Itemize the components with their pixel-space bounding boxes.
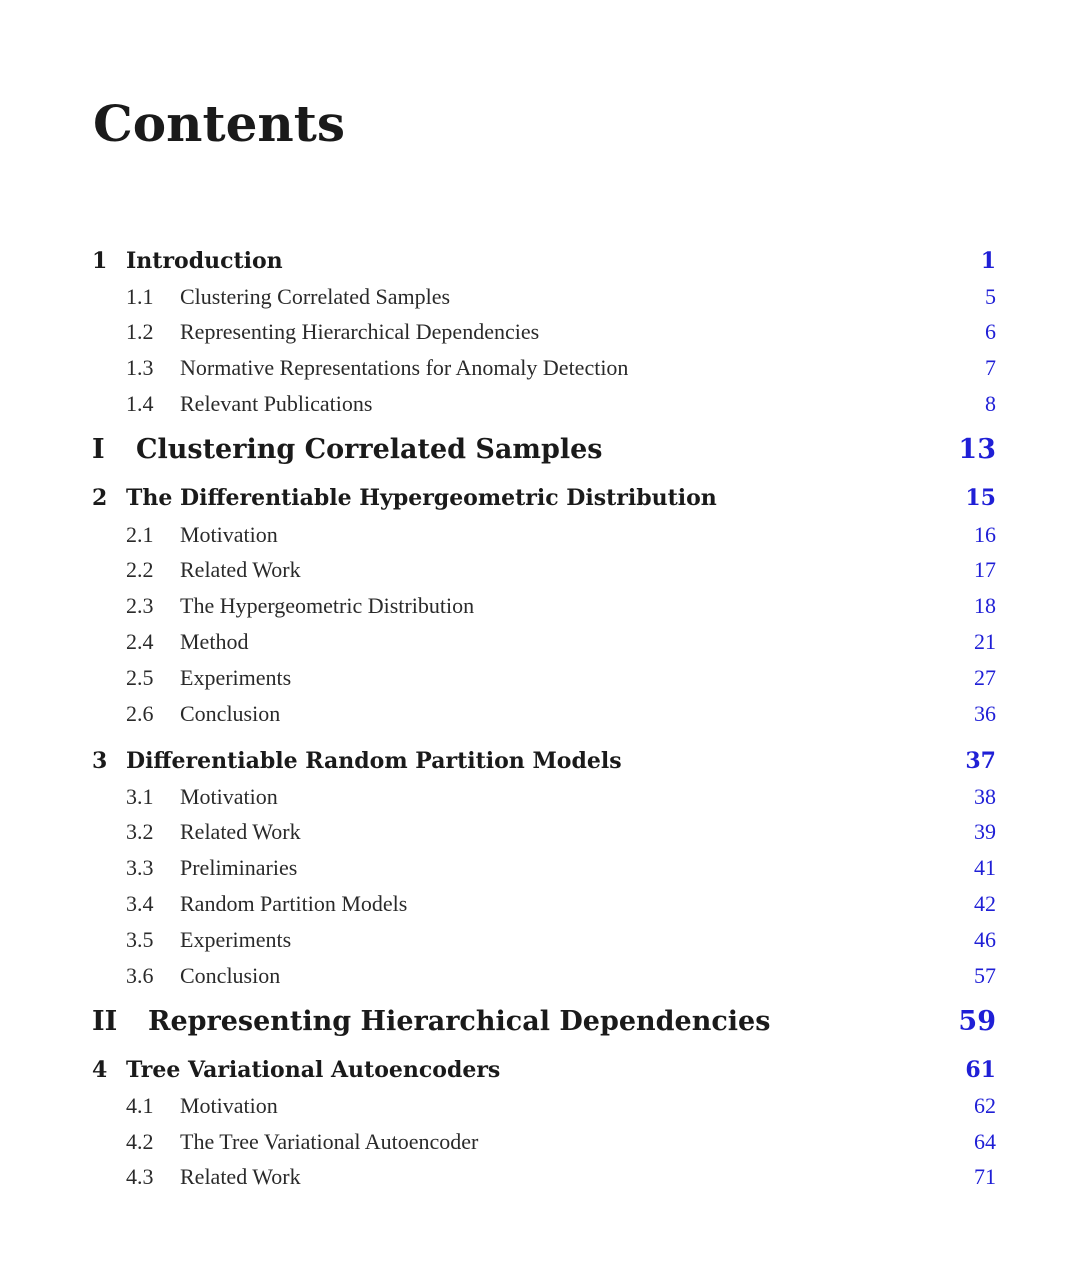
section-number: 4.2 bbox=[126, 1129, 154, 1154]
chapter-entry[interactable] bbox=[0, 744, 1080, 778]
section-entry[interactable] bbox=[0, 1160, 1080, 1194]
section-number: 2.1 bbox=[126, 522, 154, 547]
section-entry[interactable] bbox=[0, 280, 1080, 314]
section-title: Random Partition Models bbox=[180, 891, 413, 917]
page-number-link[interactable]: 8 bbox=[985, 391, 996, 416]
page-number-link[interactable]: 38 bbox=[974, 784, 996, 809]
section-entry[interactable] bbox=[0, 625, 1080, 659]
section-entry[interactable] bbox=[0, 1125, 1080, 1159]
section-entry[interactable] bbox=[0, 959, 1080, 993]
section-entry[interactable] bbox=[0, 387, 1080, 421]
chapter-number: 1 bbox=[92, 248, 108, 274]
page-number-link[interactable]: 64 bbox=[974, 1129, 996, 1154]
page-number-link[interactable]: 1 bbox=[980, 248, 996, 274]
section-number: 1.3 bbox=[126, 355, 154, 380]
page-number-link[interactable]: 39 bbox=[974, 819, 996, 844]
section-number: 4.3 bbox=[126, 1164, 154, 1189]
section-entry[interactable] bbox=[0, 923, 1080, 957]
page-number-link[interactable]: 7 bbox=[985, 355, 996, 380]
chapter-title: Introduction bbox=[126, 248, 289, 274]
section-number: 1.2 bbox=[126, 319, 154, 344]
section-title: Normative Representations for Anomaly Detection bbox=[180, 355, 634, 381]
section-title: Related Work bbox=[180, 557, 307, 583]
section-entry[interactable] bbox=[0, 661, 1080, 695]
section-title: Motivation bbox=[180, 1093, 284, 1119]
section-number: 3.2 bbox=[126, 819, 154, 844]
part-number: I bbox=[92, 433, 105, 465]
section-title: Conclusion bbox=[180, 963, 286, 989]
section-entry[interactable] bbox=[0, 518, 1080, 552]
section-number: 3.6 bbox=[126, 963, 154, 988]
page-number-link[interactable]: 18 bbox=[974, 593, 996, 618]
page-number-link[interactable]: 6 bbox=[985, 319, 996, 344]
page-number-link[interactable]: 17 bbox=[974, 557, 996, 582]
section-title: Conclusion bbox=[180, 701, 286, 727]
section-title: Motivation bbox=[180, 784, 284, 810]
part-number: II bbox=[92, 1005, 118, 1037]
part-entry[interactable] bbox=[0, 429, 1080, 469]
section-title: Experiments bbox=[180, 927, 297, 953]
section-title: Preliminaries bbox=[180, 855, 303, 881]
page-number-link[interactable]: 21 bbox=[974, 629, 996, 654]
section-entry[interactable] bbox=[0, 780, 1080, 814]
part-entry[interactable] bbox=[0, 1001, 1080, 1041]
section-entry[interactable] bbox=[0, 887, 1080, 921]
section-number: 3.4 bbox=[126, 891, 154, 916]
section-entry[interactable] bbox=[0, 553, 1080, 587]
section-title: The Hypergeometric Distribution bbox=[180, 593, 480, 619]
page-number-link[interactable]: 57 bbox=[974, 963, 996, 988]
section-title: Representing Hierarchical Dependencies bbox=[180, 319, 545, 345]
page-number-link[interactable]: 62 bbox=[974, 1093, 996, 1118]
page-number-link[interactable]: 41 bbox=[974, 855, 996, 880]
page-number-link[interactable]: 59 bbox=[958, 1005, 996, 1037]
section-entry[interactable] bbox=[0, 351, 1080, 385]
section-number: 1.1 bbox=[126, 284, 154, 309]
section-number: 3.5 bbox=[126, 927, 154, 952]
part-title: Clustering Correlated Samples bbox=[136, 434, 609, 465]
section-title: The Tree Variational Autoencoder bbox=[180, 1129, 484, 1155]
section-entry[interactable] bbox=[0, 815, 1080, 849]
part-title: Representing Hierarchical Dependencies bbox=[148, 1006, 776, 1037]
page-number-link[interactable]: 36 bbox=[974, 701, 996, 726]
section-number: 2.4 bbox=[126, 629, 154, 654]
section-number: 2.5 bbox=[126, 665, 154, 690]
section-title: Relevant Publications bbox=[180, 391, 378, 417]
page-number-link[interactable]: 16 bbox=[974, 522, 996, 547]
chapter-entry[interactable] bbox=[0, 1053, 1080, 1087]
section-title: Experiments bbox=[180, 665, 297, 691]
section-number: 2.3 bbox=[126, 593, 154, 618]
section-title: Motivation bbox=[180, 522, 284, 548]
page-number-link[interactable]: 37 bbox=[965, 748, 996, 774]
section-number: 3.1 bbox=[126, 784, 154, 809]
chapter-entry[interactable] bbox=[0, 481, 1080, 515]
section-number: 4.1 bbox=[126, 1093, 154, 1118]
section-number: 2.6 bbox=[126, 701, 154, 726]
page-number-link[interactable]: 71 bbox=[974, 1164, 996, 1189]
chapter-title: Differentiable Random Partition Models bbox=[126, 748, 628, 774]
section-title: Related Work bbox=[180, 1164, 307, 1190]
section-number: 2.2 bbox=[126, 557, 154, 582]
page-number-link[interactable]: 13 bbox=[958, 433, 996, 465]
section-title: Related Work bbox=[180, 819, 307, 845]
page-title: Contents bbox=[93, 94, 346, 153]
section-entry[interactable] bbox=[0, 697, 1080, 731]
section-title: Method bbox=[180, 629, 254, 655]
chapter-number: 4 bbox=[92, 1057, 108, 1083]
section-entry[interactable] bbox=[0, 315, 1080, 349]
chapter-number: 2 bbox=[92, 485, 108, 511]
page-number-link[interactable]: 15 bbox=[965, 485, 996, 511]
chapter-entry[interactable] bbox=[0, 244, 1080, 278]
chapter-title: Tree Variational Autoencoders bbox=[126, 1057, 506, 1083]
chapter-number: 3 bbox=[92, 748, 108, 774]
page-number-link[interactable]: 46 bbox=[974, 927, 996, 952]
section-number: 3.3 bbox=[126, 855, 154, 880]
page-number-link[interactable]: 5 bbox=[985, 284, 996, 309]
page-number-link[interactable]: 61 bbox=[965, 1057, 996, 1083]
section-number: 1.4 bbox=[126, 391, 154, 416]
section-entry[interactable] bbox=[0, 589, 1080, 623]
section-title: Clustering Correlated Samples bbox=[180, 284, 456, 310]
chapter-title: The Differentiable Hypergeometric Distribution bbox=[126, 485, 723, 511]
section-entry[interactable] bbox=[0, 851, 1080, 885]
page-number-link[interactable]: 27 bbox=[974, 665, 996, 690]
section-entry[interactable] bbox=[0, 1089, 1080, 1123]
page-number-link[interactable]: 42 bbox=[974, 891, 996, 916]
